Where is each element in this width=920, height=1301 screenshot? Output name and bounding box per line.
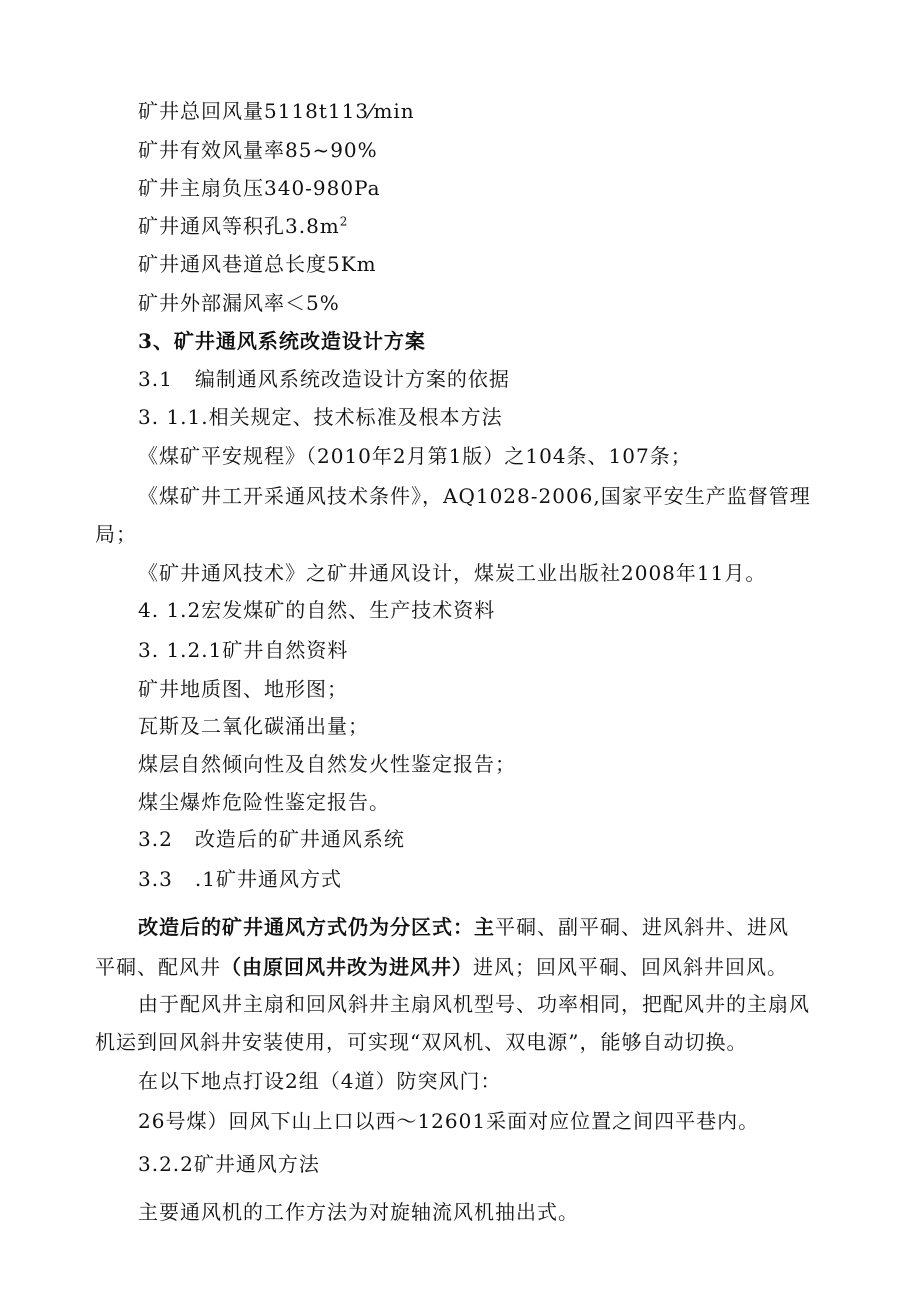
paragraph-line: 由于配风井主扇和回风斜井主扇风机型号、功率相同，把配风井的主扇风 <box>138 992 810 1016</box>
list-item: 煤层自然倾向性及自然发火性鉴定报告； <box>138 752 516 776</box>
text-line-content: 矿井通风等积孔3.8m <box>138 214 340 238</box>
list-item: 瓦斯及二氧化碳涌出量； <box>138 714 369 738</box>
bold-text: （由原回风井改为进风井） <box>221 955 473 979</box>
text-line: 在以下地点打设2组（4道）防突风门： <box>138 1069 502 1093</box>
text-line-with-superscript <box>138 212 348 240</box>
paragraph-line: 机运到回风斜井安装使用，可实现“双风机、双电源”，能够自动切换。 <box>95 1030 748 1054</box>
reference-line: 《煤矿井工开采通风技术条件》，AQ1028-2006,国家平安生产监督管理 <box>138 484 811 508</box>
reference-line: 《煤矿平安规程》（2010年2月第1版）之104条、107条； <box>138 444 692 468</box>
normal-text: 平硐、副平硐、进风斜井、进风 <box>495 915 789 939</box>
superscript: 2 <box>339 214 349 229</box>
reference-line-continuation: 局； <box>95 522 137 546</box>
normal-text: 平硐、配风井 <box>95 955 221 979</box>
text-line: 矿井通风巷道总长度5Km <box>138 252 377 276</box>
subsection-heading: 3. 1.2.1矿井自然资料 <box>138 638 349 662</box>
paragraph-line <box>138 913 789 941</box>
text-line: 26号煤）回风下山上口以西～12601采面对应位置之间四平巷内。 <box>138 1109 760 1133</box>
text-line: 矿井主扇负压340-980Pa <box>138 176 381 200</box>
text-line: 矿井外部漏风率＜5% <box>138 291 340 315</box>
list-item: 矿井地质图、地形图； <box>138 677 348 701</box>
text-line: 矿井总回风量5118t113⁄min <box>138 99 415 123</box>
reference-line: 《矿井通风技术》之矿井通风设计，煤炭工业出版社2008年11月。 <box>138 561 767 585</box>
subsection-heading: 3.2 改造后的矿井通风系统 <box>138 827 405 851</box>
subsection-heading: 3. 1.1.相关规定、技术标准及根本方法 <box>138 405 503 429</box>
subsection-heading: 3.3 .1矿井通风方式 <box>138 867 342 891</box>
subsection-heading: 4. 1.2宏发煤矿的自然、生产技术资料 <box>138 598 496 622</box>
subsection-heading: 3.1 编制通风系统改造设计方案的依据 <box>138 367 510 391</box>
text-line: 矿井有效风量率85~90% <box>138 138 378 162</box>
section-heading: 3、矿井通风系统改造设计方案 <box>138 329 426 353</box>
subsection-heading: 3.2.2矿井通风方法 <box>138 1152 320 1176</box>
normal-text: 进风；回风平硐、回风斜井回风。 <box>473 955 788 979</box>
paragraph-line <box>95 953 788 981</box>
list-item: 煤尘爆炸危险性鉴定报告。 <box>138 790 390 814</box>
bold-text: 改造后的矿井通风方式仍为分区式：主 <box>138 915 495 939</box>
text-line: 主要通风机的工作方法为对旋轴流风机抽出式。 <box>138 1200 579 1224</box>
